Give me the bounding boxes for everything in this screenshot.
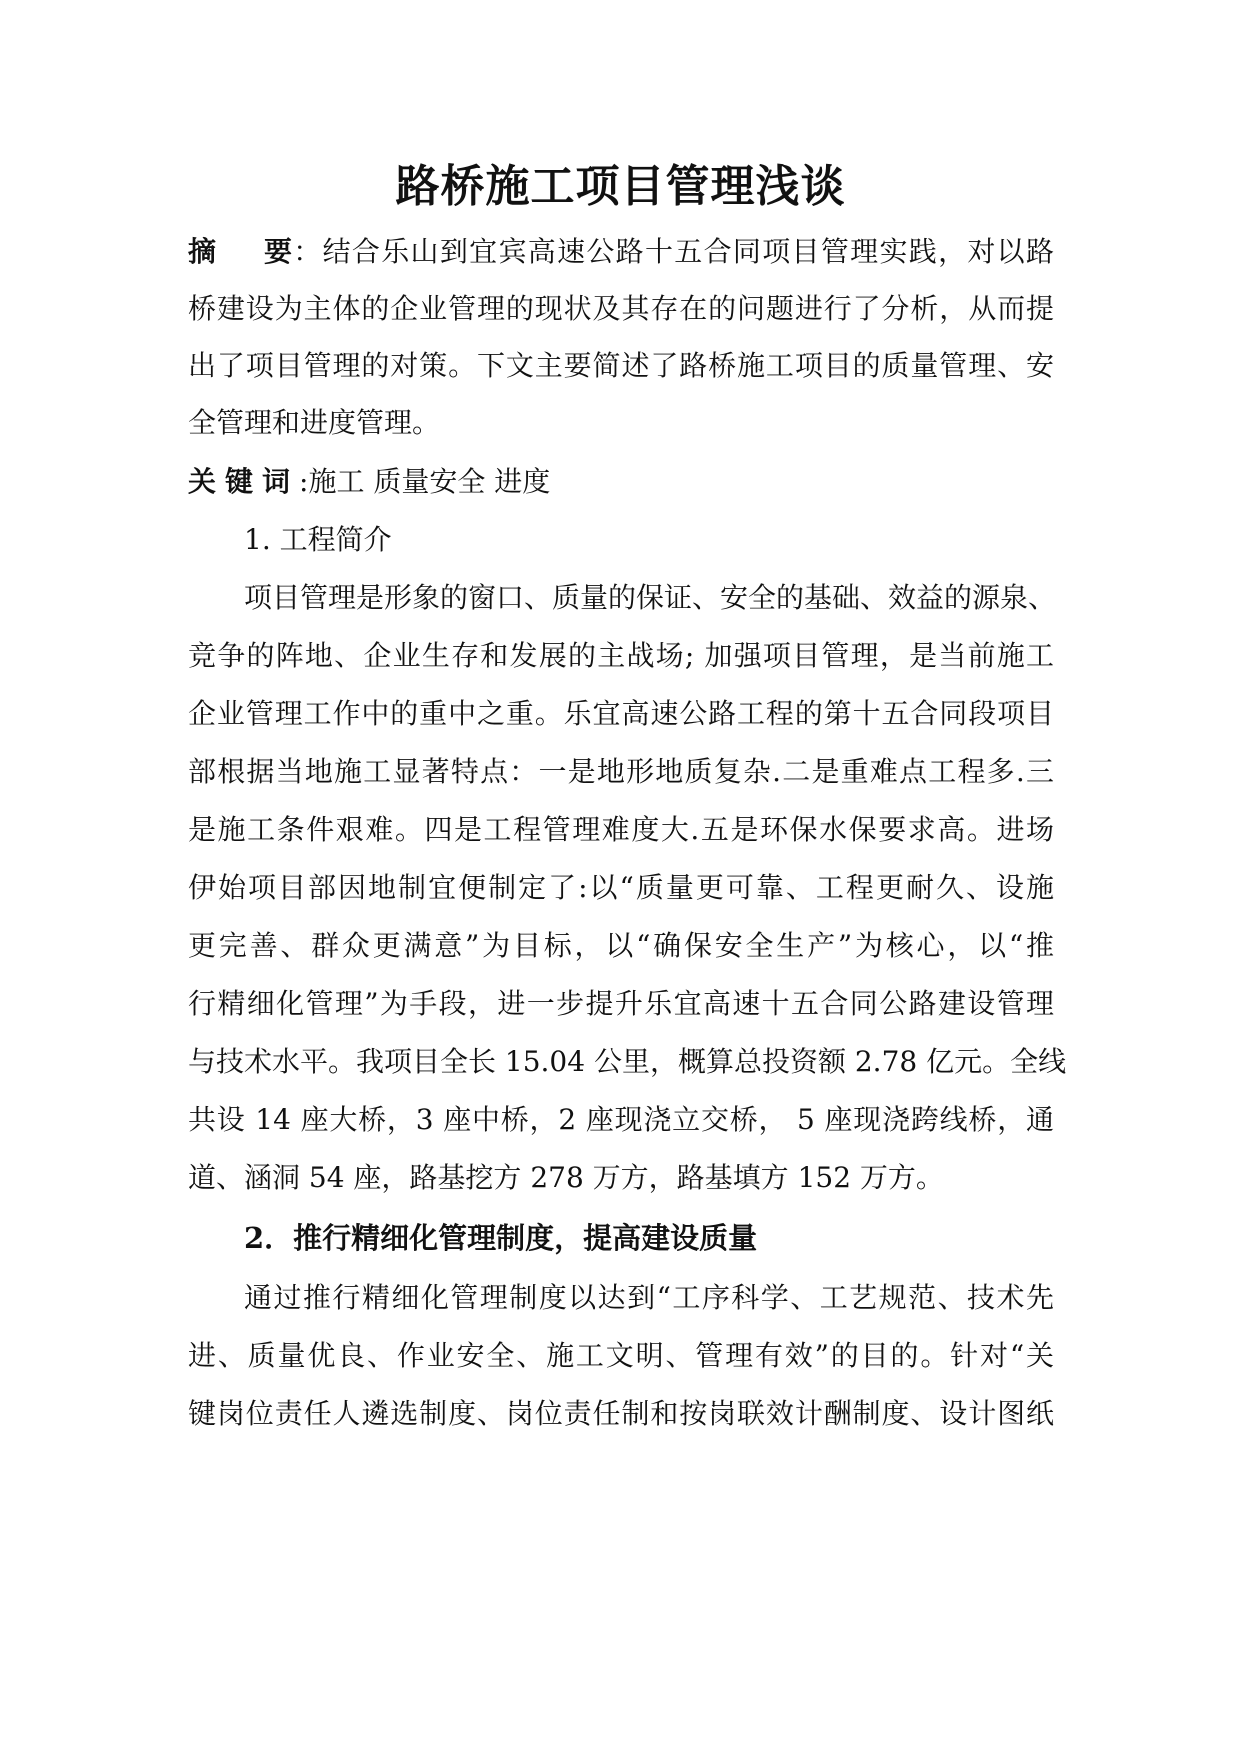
section1-line-3: 企业管理工作中的重中之重。乐宜高速公路工程的第十五合同段项目	[188, 697, 1054, 730]
abstract-label: 摘 要	[188, 235, 292, 268]
abstract-line-2: 桥建设为主体的企业管理的现状及其存在的问题进行了分析，从而提	[188, 292, 1054, 325]
document-title: 路桥施工项目管理浅谈	[395, 161, 846, 212]
keywords-label: 关键词	[188, 465, 300, 498]
section2-line-2: 进、质量优良、作业安全、施工文明、管理有效”的目的。针对“关	[188, 1339, 1054, 1372]
abstract-text-1: ：结合乐山到宜宾高速公路十五合同项目管理实践，对以路	[292, 235, 1054, 268]
section1-line-2: 竞争的阵地、企业生存和发展的主战场; 加强项目管理，是当前施工	[188, 639, 1054, 672]
section1-line-9: 与技术水平。我项目全长 15.04 公里，概算总投资额 2.78 亿元。全线	[188, 1045, 1067, 1078]
section2-heading: 2．推行精细化管理制度，提高建设质量	[244, 1221, 758, 1255]
keywords-line	[188, 462, 1054, 502]
section1-line-5: 是施工条件艰难。四是工程管理难度大.五是环保水保要求高。进场	[188, 813, 1054, 846]
section1-line-6: 伊始项目部因地制宜便制定了:以“质量更可靠、工程更耐久、设施	[188, 871, 1054, 904]
section1-line-11: 道、涵洞 54 座，路基挖方 278 万方，路基填方 152 万方。	[188, 1161, 944, 1194]
section2-line-3: 键岗位责任人遴选制度、岗位责任制和按岗联效计酬制度、设计图纸	[188, 1397, 1054, 1430]
section2-line-1: 通过推行精细化管理制度以达到“工序科学、工艺规范、技术先	[244, 1281, 1054, 1314]
section1-line-1: 项目管理是形象的窗口、质量的保证、安全的基础、效益的源泉、	[244, 581, 1057, 614]
section1-line-8: 行精细化管理”为手段，进一步提升乐宜高速十五合同公路建设管理	[188, 987, 1054, 1020]
section1-line-10: 共设 14 座大桥，3 座中桥，2 座现浇立交桥， 5 座现浇跨线桥，通	[188, 1103, 1054, 1136]
abstract-line-4: 全管理和进度管理。	[188, 406, 441, 439]
section1-heading: 1. 工程简介	[244, 523, 392, 556]
section1-line-4: 部根据当地施工显著特点：一是地形地质复杂.二是重难点工程多.三	[188, 755, 1054, 788]
keywords-text: :施工 质量安全 进度	[299, 465, 551, 498]
abstract-line-1	[188, 232, 1054, 272]
abstract-line-3: 出了项目管理的对策。下文主要简述了路桥施工项目的质量管理、安	[188, 349, 1054, 382]
section1-line-7: 更完善、群众更满意”为目标，以“确保安全生产”为核心，以“推	[188, 929, 1054, 962]
